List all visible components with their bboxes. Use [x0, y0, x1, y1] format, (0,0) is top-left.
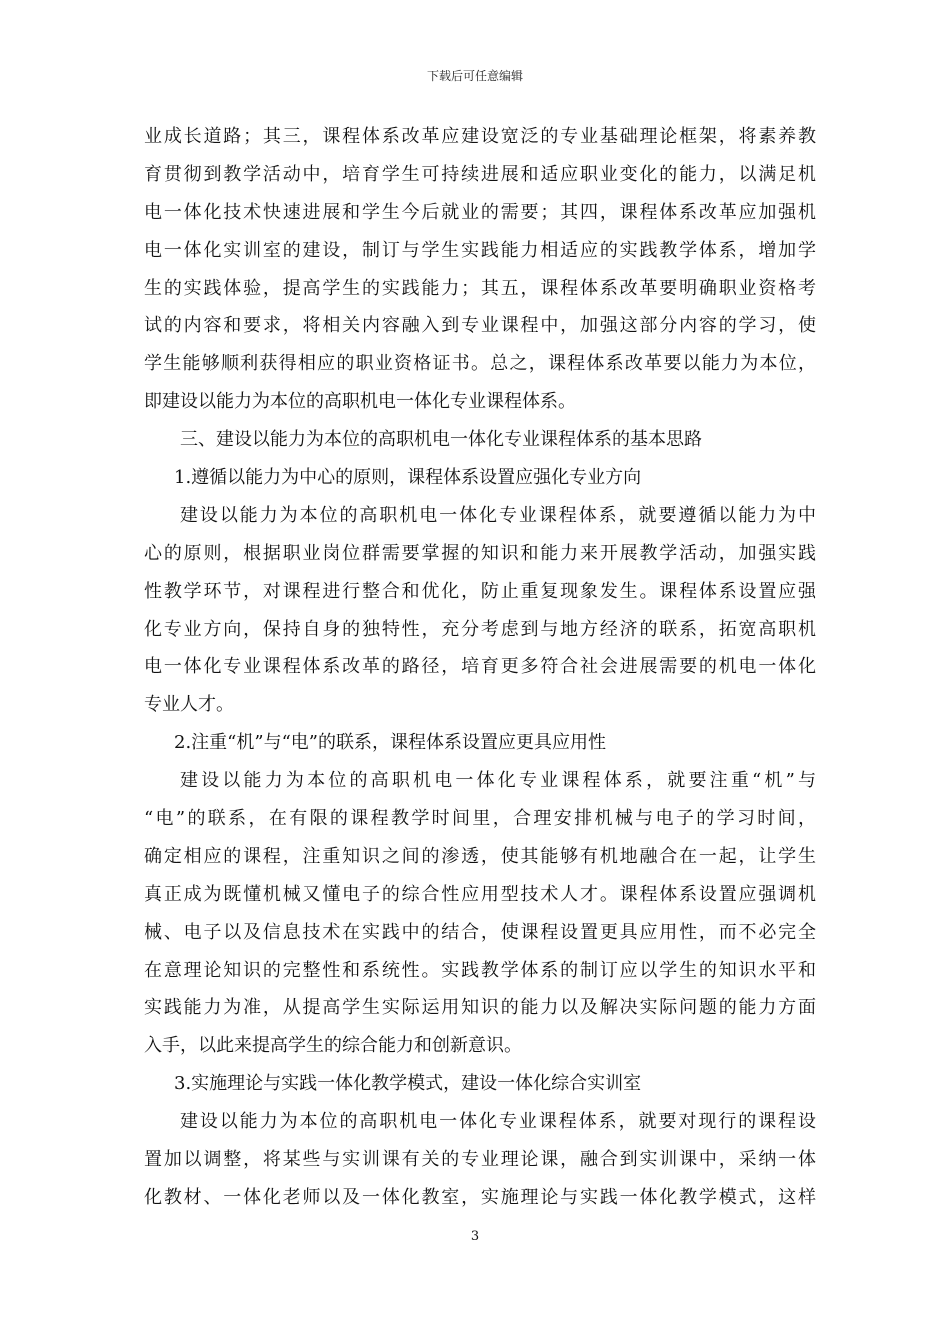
text-line: 置加以调整，将某些与实训课有关的专业理论课，融合到实训课中，采纳一体 [144, 1149, 816, 1171]
text-line: 建设以能力为本位的高职机电一体化专业课程体系，就要注重“机”与 [180, 770, 816, 792]
text-line: 实践能力为准，从提高学生实际运用知识的能力以及解决实际问题的能力方面 [144, 997, 816, 1019]
text-line: 化教材、一体化老师以及一体化教室，实施理论与实践一体化教学模式，这样 [144, 1186, 816, 1208]
subsection-heading: 1.遵循以能力为中心的原则，课程体系设置应强化专业方向 [174, 467, 642, 489]
subsection-heading: 3.实施理论与实践一体化教学模式，建设一体化综合实训室 [174, 1073, 642, 1095]
text-line: 心的原则，根据职业岗位群需要掌握的知识和能力来开展教学活动，加强实践 [144, 542, 816, 564]
text-line: 专业人才。 [144, 694, 234, 716]
text-line: 育贯彻到教学活动中，培育学生可持续进展和适应职业变化的能力，以满足机 [144, 163, 816, 185]
text-line: 电一体化实训室的建设，制订与学生实践能力相适应的实践教学体系，增加学 [144, 239, 816, 261]
section-heading: 三、建设以能力为本位的高职机电一体化专业课程体系的基本思路 [180, 429, 702, 451]
text-line: 试的内容和要求，将相关内容融入到专业课程中，加强这部分内容的学习，使 [144, 315, 816, 337]
page-header: 下载后可任意编辑 [426, 69, 523, 83]
text-line: 建设以能力为本位的高职机电一体化专业课程体系，就要对现行的课程设 [180, 1111, 816, 1133]
text-line: 化专业方向，保持自身的独特性，充分考虑到与地方经济的联系，拓宽高职机 [144, 618, 816, 640]
text-line: 学生能够顺利获得相应的职业资格证书。总之，课程体系改革要以能力为本位， [144, 353, 816, 375]
text-line: 电一体化技术快速进展和学生今后就业的需要；其四，课程体系改革应加强机 [144, 201, 816, 223]
text-line: 业成长道路；其三，课程体系改革应建设宽泛的专业基础理论框架，将素养教 [144, 126, 816, 147]
text-line: 真正成为既懂机械又懂电子的综合性应用型技术人才。课程体系设置应强调机 [144, 883, 816, 905]
text-line: 械、电子以及信息技术在实践中的结合，使课程设置更具应用性，而不必完全 [144, 921, 816, 943]
page-number: 3 [470, 1229, 480, 1244]
text-line: 生的实践体验，提高学生的实践能力；其五，课程体系改革要明确职业资格考 [144, 277, 816, 299]
text-line: 性教学环节，对课程进行整合和优化，防止重复现象发生。课程体系设置应强 [144, 580, 816, 602]
text-line: 电一体化专业课程体系改革的路径，培育更多符合社会进展需要的机电一体化 [144, 656, 816, 678]
text-line: 确定相应的课程，注重知识之间的渗透，使其能够有机地融合在一起，让学生 [144, 845, 816, 867]
text-line: “电”的联系，在有限的课程教学时间里，合理安排机械与电子的学习时间， [144, 808, 816, 830]
text-line: 即建设以能力为本位的高职机电一体化专业课程体系。 [144, 391, 576, 413]
text-line: 建设以能力为本位的高职机电一体化专业课程体系，就要遵循以能力为中 [180, 504, 816, 526]
text-line: 入手，以此来提高学生的综合能力和创新意识。 [144, 1035, 522, 1057]
text-line: 在意理论知识的完整性和系统性。实践教学体系的制订应以学生的知识水平和 [144, 959, 816, 981]
document-body [144, 118, 816, 1217]
subsection-heading: 2.注重“机”与“电”的联系，课程体系设置应更具应用性 [174, 732, 606, 754]
